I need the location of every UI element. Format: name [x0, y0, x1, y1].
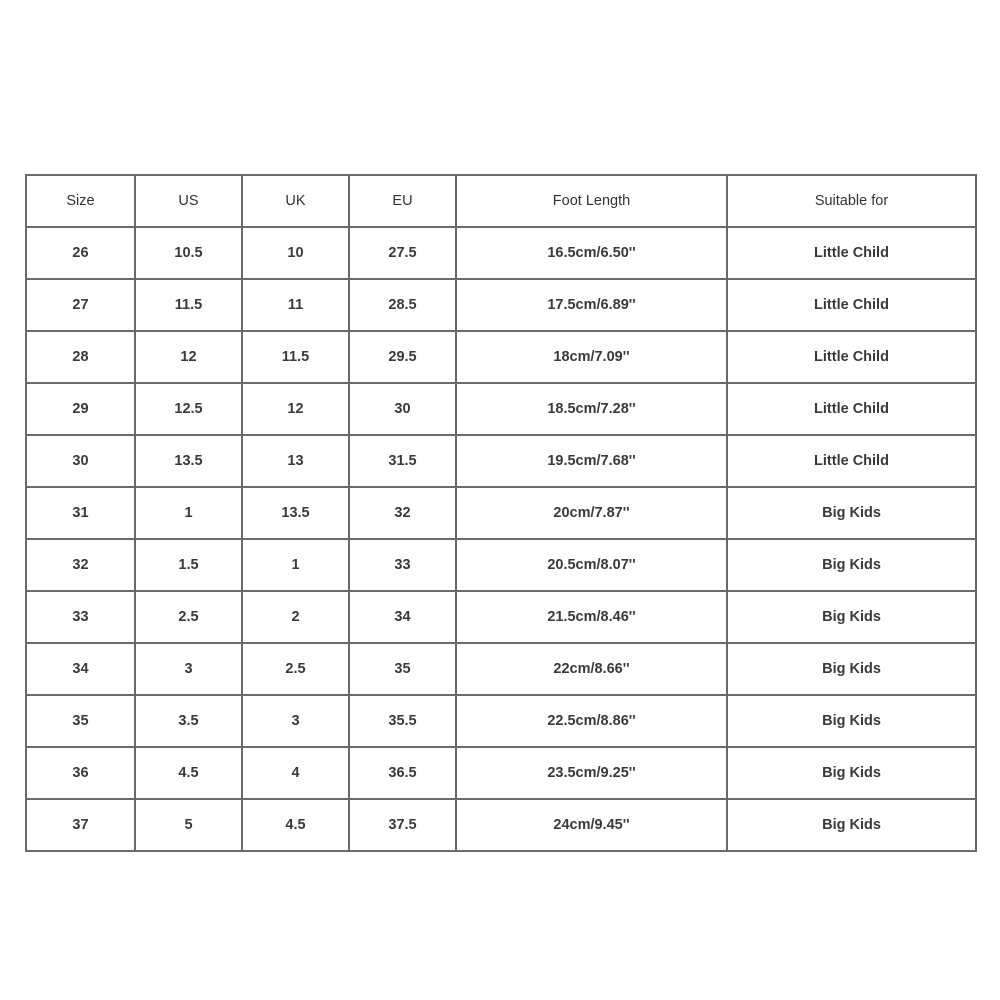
- cell-suitable-for: Little Child: [727, 435, 976, 487]
- cell-suitable-for: Little Child: [727, 279, 976, 331]
- cell-foot-length: 18.5cm/7.28'': [456, 383, 727, 435]
- cell-eu: 28.5: [349, 279, 456, 331]
- cell-us: 3: [135, 643, 242, 695]
- cell-us: 1.5: [135, 539, 242, 591]
- cell-uk: 10: [242, 227, 349, 279]
- cell-eu: 32: [349, 487, 456, 539]
- table-row: [26, 643, 976, 695]
- size-chart-header: [26, 175, 976, 227]
- table-row: [26, 383, 976, 435]
- header-us: US: [135, 175, 242, 227]
- cell-foot-length: 23.5cm/9.25'': [456, 747, 727, 799]
- table-row: [26, 279, 976, 331]
- header-uk: UK: [242, 175, 349, 227]
- table-row: [26, 435, 976, 487]
- table-row: [26, 487, 976, 539]
- table-row: [26, 331, 976, 383]
- cell-eu: 30: [349, 383, 456, 435]
- cell-eu: 31.5: [349, 435, 456, 487]
- cell-eu: 35.5: [349, 695, 456, 747]
- size-chart-table: [25, 174, 977, 852]
- cell-uk: 12: [242, 383, 349, 435]
- cell-us: 13.5: [135, 435, 242, 487]
- cell-suitable-for: Little Child: [727, 227, 976, 279]
- table-row: [26, 799, 976, 851]
- cell-size: 29: [26, 383, 135, 435]
- cell-uk: 2: [242, 591, 349, 643]
- cell-foot-length: 22.5cm/8.86'': [456, 695, 727, 747]
- cell-us: 3.5: [135, 695, 242, 747]
- cell-foot-length: 16.5cm/6.50'': [456, 227, 727, 279]
- cell-us: 4.5: [135, 747, 242, 799]
- cell-us: 1: [135, 487, 242, 539]
- cell-us: 11.5: [135, 279, 242, 331]
- cell-suitable-for: Little Child: [727, 331, 976, 383]
- cell-suitable-for: Big Kids: [727, 539, 976, 591]
- table-row: [26, 539, 976, 591]
- header-suitable-for: Suitable for: [727, 175, 976, 227]
- cell-size: 33: [26, 591, 135, 643]
- cell-us: 10.5: [135, 227, 242, 279]
- cell-size: 26: [26, 227, 135, 279]
- cell-size: 27: [26, 279, 135, 331]
- cell-size: 37: [26, 799, 135, 851]
- cell-size: 32: [26, 539, 135, 591]
- cell-foot-length: 21.5cm/8.46'': [456, 591, 727, 643]
- cell-eu: 37.5: [349, 799, 456, 851]
- cell-suitable-for: Big Kids: [727, 799, 976, 851]
- header-size: Size: [26, 175, 135, 227]
- cell-foot-length: 18cm/7.09'': [456, 331, 727, 383]
- cell-eu: 36.5: [349, 747, 456, 799]
- cell-suitable-for: Big Kids: [727, 695, 976, 747]
- cell-uk: 13.5: [242, 487, 349, 539]
- cell-uk: 11: [242, 279, 349, 331]
- cell-size: 36: [26, 747, 135, 799]
- cell-size: 30: [26, 435, 135, 487]
- table-row: [26, 747, 976, 799]
- cell-foot-length: 20cm/7.87'': [456, 487, 727, 539]
- cell-uk: 3: [242, 695, 349, 747]
- cell-uk: 13: [242, 435, 349, 487]
- cell-foot-length: 20.5cm/8.07'': [456, 539, 727, 591]
- cell-uk: 2.5: [242, 643, 349, 695]
- size-chart-body: [26, 227, 976, 851]
- cell-eu: 33: [349, 539, 456, 591]
- table-row: [26, 591, 976, 643]
- header-row: [26, 175, 976, 227]
- cell-us: 5: [135, 799, 242, 851]
- cell-suitable-for: Big Kids: [727, 591, 976, 643]
- cell-eu: 29.5: [349, 331, 456, 383]
- cell-foot-length: 17.5cm/6.89'': [456, 279, 727, 331]
- header-foot-length: Foot Length: [456, 175, 727, 227]
- cell-suitable-for: Big Kids: [727, 643, 976, 695]
- cell-suitable-for: Big Kids: [727, 487, 976, 539]
- cell-size: 35: [26, 695, 135, 747]
- cell-size: 28: [26, 331, 135, 383]
- cell-eu: 34: [349, 591, 456, 643]
- cell-eu: 27.5: [349, 227, 456, 279]
- cell-us: 2.5: [135, 591, 242, 643]
- cell-uk: 4: [242, 747, 349, 799]
- header-eu: EU: [349, 175, 456, 227]
- table-row: [26, 695, 976, 747]
- cell-uk: 4.5: [242, 799, 349, 851]
- cell-us: 12.5: [135, 383, 242, 435]
- cell-foot-length: 24cm/9.45'': [456, 799, 727, 851]
- cell-eu: 35: [349, 643, 456, 695]
- cell-uk: 11.5: [242, 331, 349, 383]
- cell-suitable-for: Little Child: [727, 383, 976, 435]
- cell-suitable-for: Big Kids: [727, 747, 976, 799]
- cell-us: 12: [135, 331, 242, 383]
- cell-uk: 1: [242, 539, 349, 591]
- cell-size: 31: [26, 487, 135, 539]
- cell-foot-length: 19.5cm/7.68'': [456, 435, 727, 487]
- table-row: [26, 227, 976, 279]
- cell-size: 34: [26, 643, 135, 695]
- cell-foot-length: 22cm/8.66'': [456, 643, 727, 695]
